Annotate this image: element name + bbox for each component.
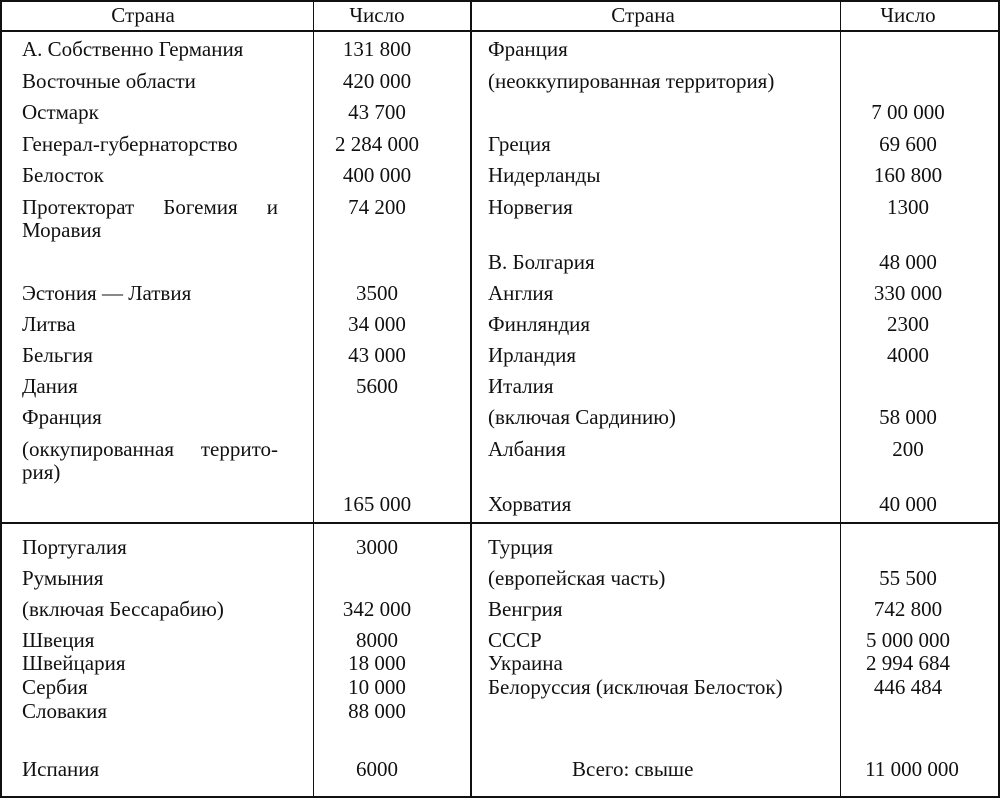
cell-country: Франция [488, 37, 568, 61]
cell-number: 446 484 [873, 675, 943, 699]
total-label: Всего: свыше [572, 757, 694, 781]
cell-number: 200 [892, 437, 924, 461]
column-divider-middle [470, 0, 472, 798]
cell-number: 48 000 [879, 250, 937, 274]
cell-country: (европейская часть) [488, 566, 666, 590]
cell-country: СССР [488, 628, 542, 652]
table-left-border [0, 0, 2, 798]
cell-country: Остмарк [22, 100, 99, 124]
header-bottom-border [0, 30, 1000, 32]
cell-country: Греция [488, 132, 551, 156]
cell-number: 160 800 [873, 163, 943, 187]
cell-country: Протекторат Богемия и Моравия [22, 195, 278, 242]
cell-number: 420 000 [342, 69, 412, 93]
cell-number: 18 000 [348, 651, 406, 675]
cell-country: (неоккупированная территория) [488, 69, 775, 93]
cell-country: Украина [488, 651, 563, 675]
cell-country: Португалия [22, 535, 127, 559]
cell-country: Албания [488, 437, 566, 461]
cell-country: Италия [488, 374, 554, 398]
cell-number: 55 500 [879, 566, 937, 590]
cell-country: Венгрия [488, 597, 563, 621]
cell-country: Бельгия [22, 343, 93, 367]
cell-number: 131 800 [342, 37, 412, 61]
column-divider-right-number [840, 0, 841, 798]
cell-country: А. Собственно Германия [22, 37, 244, 61]
cell-number: 165 000 [342, 492, 412, 516]
cell-country: (включая Сардинию) [488, 405, 676, 429]
cell-country: Литва [22, 312, 76, 336]
cell-country: Англия [488, 281, 554, 305]
cell-country: Эстония — Латвия [22, 281, 192, 305]
cell-number: 58 000 [879, 405, 937, 429]
cell-number: 400 000 [342, 163, 412, 187]
cell-country: Белосток [22, 163, 104, 187]
cell-country: Финляндия [488, 312, 591, 336]
table-top-border [0, 0, 1000, 2]
cell-country: Испания [22, 757, 100, 781]
section-divider [0, 522, 1000, 524]
cell-number: 43 700 [348, 100, 406, 124]
header-country-left: Страна [111, 3, 175, 27]
header-number-right: Число [880, 3, 936, 27]
cell-number: 1300 [887, 195, 929, 219]
cell-country: Ирландия [488, 343, 577, 367]
cell-country: Швеция [22, 628, 95, 652]
cell-country: Румыния [22, 566, 104, 590]
column-divider-left-number [313, 0, 314, 798]
table-bottom-border [0, 796, 1000, 798]
cell-number: 3500 [356, 281, 398, 305]
cell-number: 5600 [356, 374, 398, 398]
total-value: 11 000 000 [865, 757, 959, 781]
cell-number: 88 000 [348, 699, 406, 723]
cell-number: 742 800 [873, 597, 943, 621]
cell-number: 2 284 000 [335, 132, 419, 156]
cell-number: 2300 [887, 312, 929, 336]
cell-country: Нидерланды [488, 163, 601, 187]
cell-country: Дания [22, 374, 78, 398]
cell-number: 3000 [356, 535, 398, 559]
cell-number: 74 200 [348, 195, 406, 219]
cell-number: 43 000 [348, 343, 406, 367]
cell-number: 7 00 000 [871, 100, 945, 124]
cell-number: 6000 [356, 757, 398, 781]
cell-number: 40 000 [879, 492, 937, 516]
cell-number: 5 000 000 [866, 628, 950, 652]
cell-number: 330 000 [873, 281, 943, 305]
cell-country: Норвегия [488, 195, 573, 219]
cell-country: Франция [22, 405, 102, 429]
cell-country: Сербия [22, 675, 88, 699]
cell-country: B. Болгария [488, 250, 595, 274]
cell-country: (включая Бессарабию) [22, 597, 224, 621]
cell-number: 8000 [356, 628, 398, 652]
cell-number: 342 000 [342, 597, 412, 621]
cell-country: (оккупированная террито-рия) [22, 437, 278, 484]
cell-country: Генерал-губернаторство [22, 132, 238, 156]
cell-country: Белоруссия (исключая Белосток) [488, 675, 783, 699]
cell-country: Хорватия [488, 492, 572, 516]
cell-number: 4000 [887, 343, 929, 367]
cell-number: 34 000 [348, 312, 406, 336]
cell-number: 10 000 [348, 675, 406, 699]
cell-country: Турция [488, 535, 553, 559]
header-country-right: Страна [611, 3, 675, 27]
cell-country: Словакия [22, 699, 108, 723]
cell-number: 69 600 [879, 132, 937, 156]
header-number-left: Число [349, 3, 405, 27]
cell-country: Восточные области [22, 69, 196, 93]
cell-number: 2 994 684 [866, 651, 950, 675]
cell-country: Швейцария [22, 651, 126, 675]
